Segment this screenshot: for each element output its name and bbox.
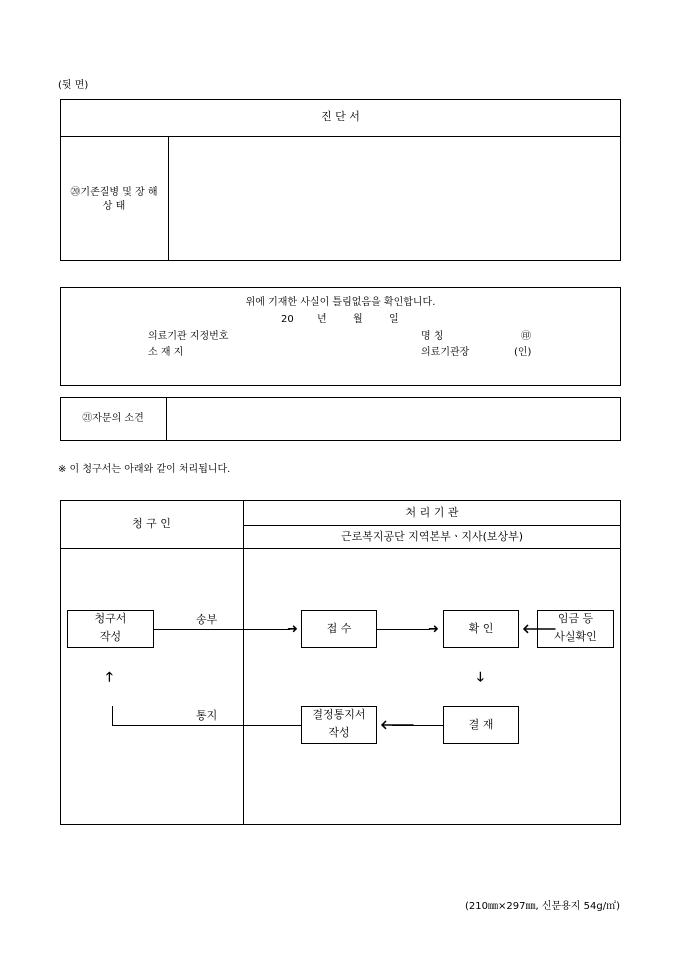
receipt-label: 접 수	[326, 622, 352, 635]
decision-label: 결 재	[468, 718, 494, 731]
date-year-label: 년	[317, 314, 327, 325]
notice-return-line	[112, 725, 301, 726]
advisory-column-divider	[166, 397, 167, 441]
send-label: 송부	[196, 613, 218, 626]
date-year-prefix: 20	[281, 314, 294, 325]
institution-name-label: 명 칭	[421, 331, 444, 342]
flow-header-bottom	[60, 548, 621, 549]
diagnosis-title: 진 단 서	[321, 110, 360, 123]
right-arrow-icon: ➜	[287, 622, 298, 637]
send-arrow-line	[154, 629, 290, 630]
claimant-header: 청 구 인	[132, 517, 171, 530]
condition-label-line2: 상 태	[102, 201, 126, 212]
claim-form-label: 청구서	[94, 612, 127, 625]
processing-header: 처 리 기 관	[405, 506, 459, 519]
process-note: ※ 이 청구서는 아래와 같이 처리됩니다.	[58, 464, 231, 475]
right-arrow-icon: ➜	[428, 622, 439, 637]
wage-label-line2: 사실확인	[554, 630, 597, 643]
receipt-to-confirm-line	[377, 629, 430, 630]
down-arrow-icon: 🡓	[477, 670, 484, 685]
notice-label: 통지	[196, 709, 218, 722]
director-label: 의료기관장	[421, 347, 470, 358]
advisory-input[interactable]	[170, 401, 617, 437]
claim-form-label-line2: 작성	[99, 630, 122, 643]
flow-header-mid	[243, 525, 621, 526]
condition-input[interactable]	[172, 140, 617, 257]
diagnosis-title-divider	[60, 136, 621, 137]
director-seal: (인)	[514, 347, 532, 358]
wage-label: 임금 등	[557, 612, 594, 625]
diagnosis-column-divider	[168, 136, 169, 261]
decision-notice-label: 결정통지서	[312, 708, 366, 721]
left-arrow-icon: 🡐	[380, 718, 415, 733]
notice-return-vertical	[112, 706, 113, 725]
condition-label: ⑳기존질병 및 장 해	[70, 187, 158, 198]
date-month-label: 월	[353, 314, 363, 325]
confirmation-statement: 위에 기재한 사실이 틀림없음을 확인합니다.	[245, 297, 436, 308]
seal-mark: ㊞	[521, 331, 531, 342]
advisory-label: ㉑자문의 소견	[82, 413, 144, 424]
date-day-label: 일	[389, 314, 399, 325]
left-arrow-icon: 🡐	[522, 622, 557, 637]
confirm-label: 확 인	[468, 622, 494, 635]
up-arrow-icon: 🡑	[106, 670, 113, 685]
back-side-label: (뒷 면)	[58, 80, 89, 91]
address-label: 소 재 지	[148, 347, 184, 358]
paper-spec-footer: (210㎜×297㎜, 신문용지 54g/㎡)	[465, 901, 620, 912]
institution-number-label: 의료기관 지정번호	[148, 331, 229, 342]
decision-notice-label-line2: 작성	[328, 726, 350, 739]
processing-subheader: 근로복지공단 지역본부ㆍ지사(보상부)	[340, 530, 524, 543]
